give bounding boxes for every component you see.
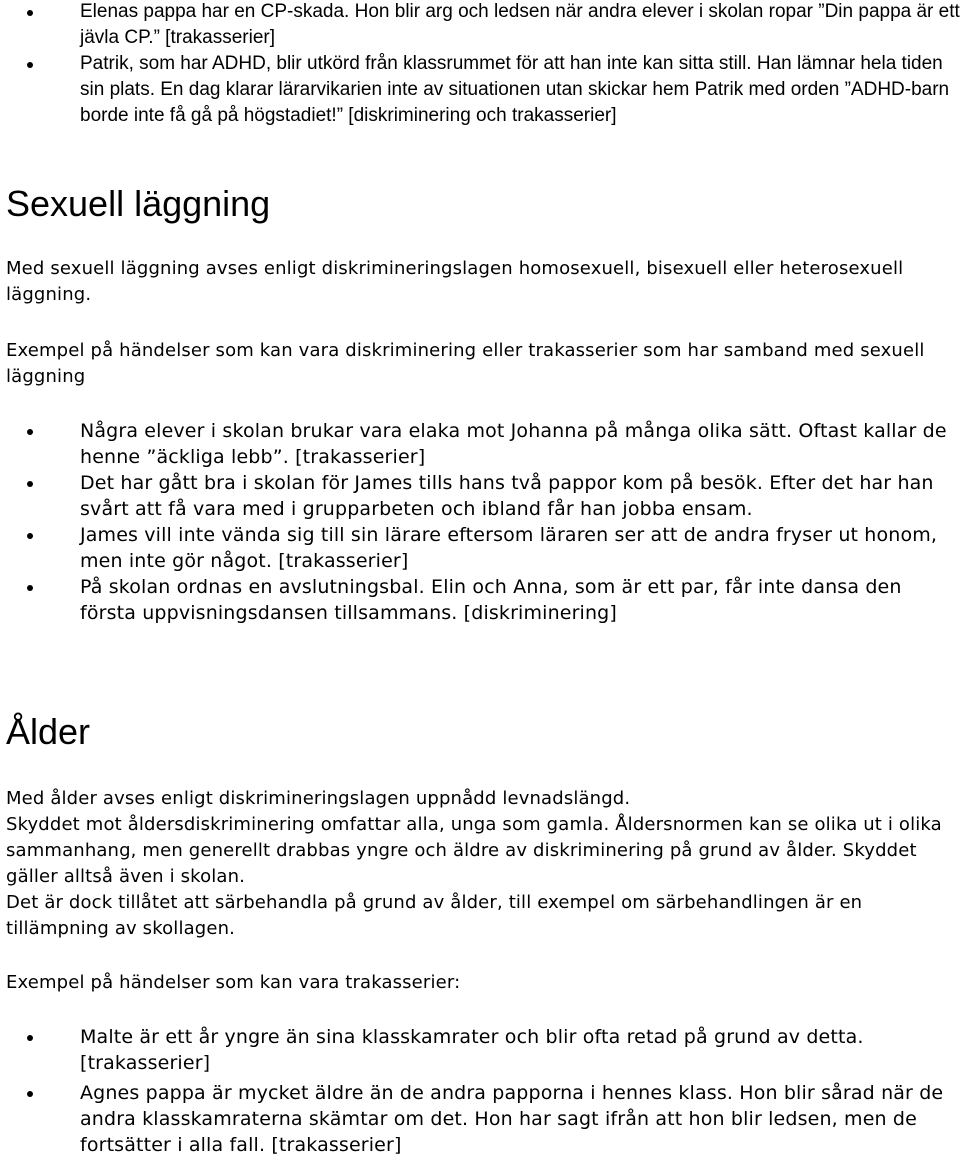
list-item: Några elever i skolan brukar vara elaka mot Johanna på många olika sätt. Oftast kallar de henne ”äckliga lebb”. [trakasserier] — [6, 418, 960, 470]
list-item: Agnes pappa är mycket äldre än de andra papporna i hennes klass. Hon blir sårad när de andra klasskamraterna skämtar om det. Hon har sagt ifrån att hon blir ledsen, men de fortsätter i alla fall. [trakasserier] — [6, 1080, 960, 1158]
list-item: James vill inte vända sig till sin lärare eftersom läraren ser att de andra fryser ut honom, men inte gör något. [trakasserier] — [6, 522, 960, 574]
sexual-orientation-definition: Med sexuell läggning avses enligt diskrimineringslagen homosexuell, bisexuell eller heterosexuell läggning. — [6, 258, 904, 305]
age-examples-intro: Exempel på händelser som kan vara trakasserier: — [6, 972, 461, 993]
bullet-icon — [27, 481, 33, 487]
age-protection-text: Skyddet mot åldersdiskriminering omfattar alla, unga som gamla. Åldersnormen kan se olika ut i olika sammanhang, men generellt drabbas yngre och äldre av diskriminering på grund av ålder. Skyddet gäller alltså även i skolan. — [6, 814, 942, 887]
bullet-icon — [27, 10, 33, 16]
bullet-icon — [27, 585, 33, 591]
list-item: Patrik, som har ADHD, blir utkörd från klassrummet för att han inte kan sitta still. Han lämnar hela tiden sin plats. En dag klarar lärarvikarien inte av situationen utan skickar hem Patrik med orden ”ADHD-barn borde inte få gå på högstadiet!” [diskriminering och trakasserier] — [6, 51, 960, 129]
sexual-orientation-example-list — [6, 418, 960, 626]
list-item: Elenas pappa har en CP-skada. Hon blir arg och ledsen när andra elever i skolan ropar ”Din pappa är ett jävla CP.” [trakasserier] — [6, 0, 960, 51]
bullet-icon — [27, 62, 33, 68]
bullet-icon — [27, 1035, 33, 1041]
bullet-icon — [27, 533, 33, 539]
section-heading-age: Ålder — [6, 711, 91, 752]
list-item: Det har gått bra i skolan för James tills hans två pappor kom på besök. Efter det har han svårt att få vara med i grupparbeten och ibland får han jobba ensam. — [6, 470, 960, 522]
age-exception-text: Det är dock tillåtet att särbehandla på grund av ålder, till exempel om särbehandlingen är en tillämpning av skollagen. — [6, 892, 863, 939]
section-heading-sexual-orientation: Sexuell läggning — [6, 183, 271, 224]
sexual-orientation-examples-intro: Exempel på händelser som kan vara diskriminering eller trakasserier som har samband med sexuell läggning — [6, 340, 925, 387]
list-item: Malte är ett år yngre än sina klasskamrater och blir ofta retad på grund av detta. [trakasserier] — [6, 1024, 960, 1076]
top-bullet-list — [6, 0, 960, 129]
bullet-icon — [27, 1091, 33, 1097]
list-item: På skolan ordnas en avslutningsbal. Elin och Anna, som är ett par, får inte dansa den första uppvisningsdansen tillsammans. [diskriminering] — [6, 574, 960, 626]
age-example-list — [6, 1024, 960, 1158]
age-definition: Med ålder avses enligt diskrimineringslagen uppnådd levnadslängd. — [6, 788, 631, 809]
bullet-icon — [27, 429, 33, 435]
